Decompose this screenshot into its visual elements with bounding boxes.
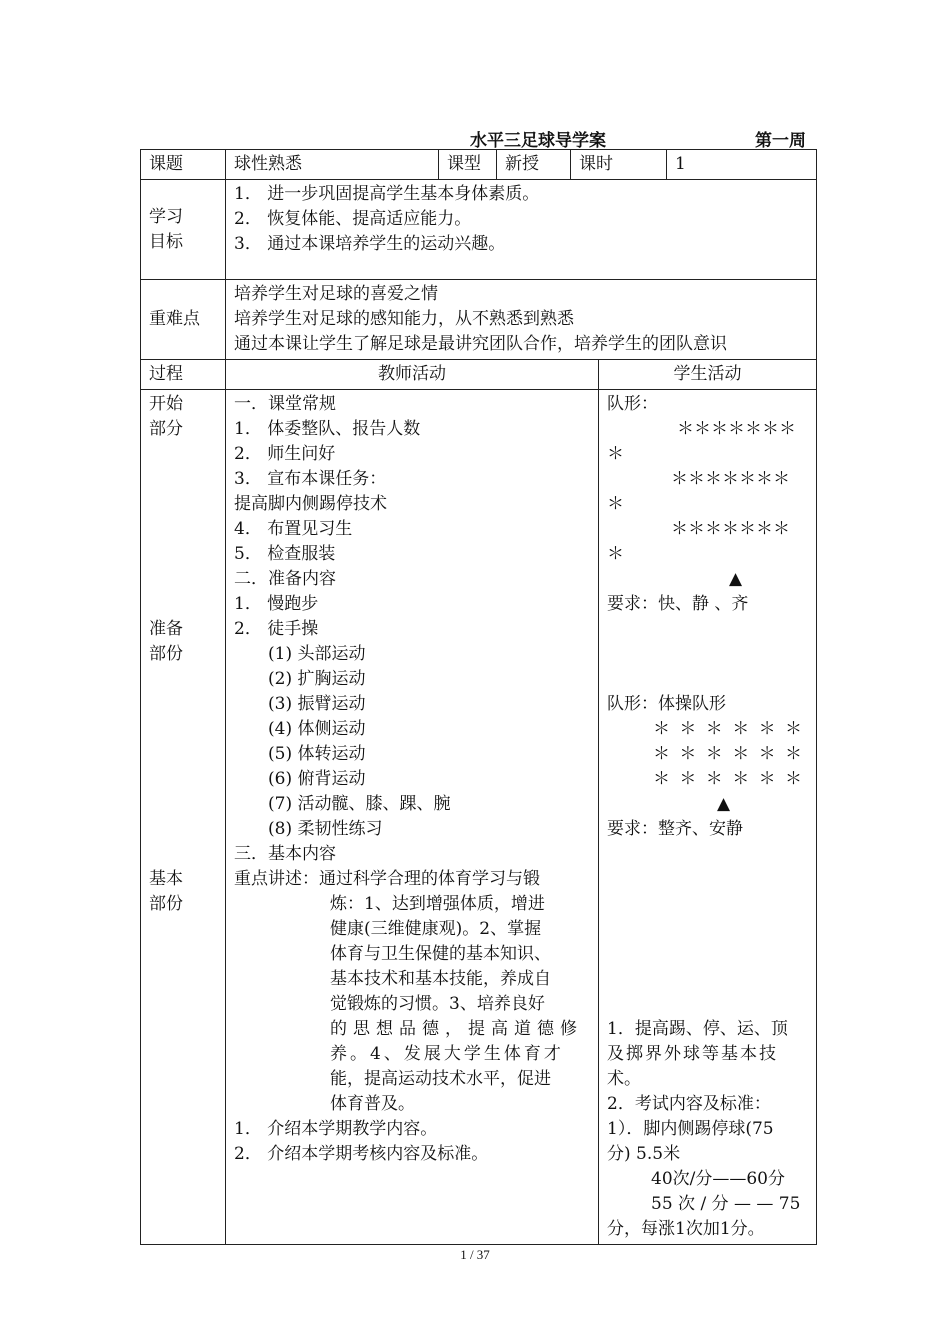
basic-label-2: 部份 [149,894,183,914]
score-line: 分，每涨1次加1分。 [607,1219,765,1239]
week-label: 第一周 [755,131,806,151]
exam-item-2: 分) 5.5米 [607,1144,681,1164]
teacher-line: 2． 师生问好 [234,444,336,464]
objectives-content [226,180,817,280]
teacher-marker: ▲ [717,794,731,814]
objective-item: 2． 恢复体能、提高适应能力。 [234,209,472,229]
teacher-marker: ▲ [729,569,743,589]
process-header: 过程 [141,360,226,390]
formation-overflow: ＊ [607,494,624,514]
formation-label: 队形： [607,394,658,414]
lesson-plan-table [140,149,817,1245]
objectives-label-line-2: 目标 [149,231,183,252]
focus-line: 能，提高运动技术水平，促进 [330,1069,551,1089]
gym-formation-row: ＊ ＊ ＊ ＊ ＊ ＊ [653,744,805,764]
focus-paragraph [234,892,590,1117]
student-header: 学生活动 [599,360,817,390]
objective-item: 1． 进一步巩固提高学生基本身体素质。 [234,184,540,204]
type-label: 课型 [439,150,497,180]
formation-overflow: ＊ [607,444,624,464]
start-label-1: 开始 [149,394,183,414]
difficulty-label: 重难点 [141,280,226,360]
gym-formation-row: ＊ ＊ ＊ ＊ ＊ ＊ [653,719,805,739]
objectives-label [141,180,226,280]
focus-line: 体育普及。 [330,1094,415,1114]
process-labels [141,390,226,1245]
exercise-item: (2) 扩胸运动 [268,669,366,689]
type-value: 新授 [497,150,571,180]
exam-label: 2．考试内容及标准： [607,1094,771,1114]
hours-value: 1 [667,150,817,180]
exercise-item: (7) 活动髋、膝、踝、腕 [268,794,451,814]
hours-label: 课时 [571,150,667,180]
student-activities [599,390,817,1245]
focus-label: 重点讲述： [234,869,319,889]
exercise-item: (5) 体转运动 [268,744,366,764]
score-line: 55 次 / 分 — — 75 [651,1194,801,1214]
objective-item: 3． 通过本课培养学生的运动兴趣。 [234,234,506,254]
basic-label-1: 基本 [149,869,183,889]
teacher-line: 一．课堂常规 [234,394,336,414]
teacher-activities [226,390,599,1245]
teacher-line: 提高脚内侧踢停技术 [234,494,387,514]
focus-line: 养。4、发展大学生体育才 [330,1044,564,1064]
score-line: 40次/分——60分 [651,1169,785,1189]
teacher-line: 4． 布置见习生 [234,519,353,539]
requirement-2: 要求：整齐、安静 [607,819,743,839]
exercise-item: (3) 振臂运动 [268,694,366,714]
teacher-line: 2． 介绍本学期考核内容及标准。 [234,1144,489,1164]
exercise-item: (1) 头部运动 [268,644,366,664]
teacher-line: 1． 体委整队、报告人数 [234,419,421,439]
teacher-line: 二．准备内容 [234,569,336,589]
topic-label: 课题 [141,150,226,180]
objectives-label-line-1: 学习 [149,206,183,227]
difficulty-item: 培养学生对足球的感知能力，从不熟悉到熟悉 [234,309,574,329]
skills-line: 术。 [607,1069,641,1089]
focus-line: 体育与卫生保健的基本知识、 [330,944,551,964]
difficulty-item: 通过本课让学生了解足球是最讲究团队合作，培养学生的团队意识 [234,334,727,354]
teacher-line: 三．基本内容 [234,844,336,864]
focus-first-line [234,867,590,892]
objectives-row [141,180,817,280]
focus-line: 炼：1、达到增强体质，增进 [330,894,545,914]
exercise-item: (8) 柔韧性练习 [268,819,383,839]
formation-row: ＊＊＊＊＊＊＊ [677,419,796,439]
requirement-1: 要求：快、静 、齐 [607,594,749,614]
column-header-row [141,360,817,390]
focus-text: 通过科学合理的体育学习与锻 [319,869,540,889]
difficulty-content [226,280,817,360]
start-label-2: 部分 [149,419,183,439]
teacher-line: 3． 宣布本课任务： [234,469,387,489]
formation-overflow: ＊ [607,544,624,564]
teacher-line: 5． 检查服装 [234,544,336,564]
teacher-line: 1． 介绍本学期教学内容。 [234,1119,438,1139]
teacher-header: 教师活动 [226,360,599,390]
exercise-item: (4) 体侧运动 [268,719,366,739]
topic-value: 球性熟悉 [226,150,439,180]
focus-line: 健康(三维健康观)。2、掌握 [330,919,542,939]
prep-label-2: 部份 [149,644,183,664]
formation2-label: 队形：体操队形 [607,694,726,714]
focus-line: 基本技术和基本技能，养成自 [330,969,551,989]
difficulty-row [141,280,817,360]
activity-row [141,390,817,1245]
formation-row: ＊＊＊＊＊＊＊ [671,519,790,539]
page-number: 1 / 37 [460,1247,490,1262]
skills-line: 及掷界外球等基本技 [607,1044,778,1064]
info-row [141,150,817,180]
teacher-line: 1． 慢跑步 [234,594,319,614]
difficulty-item: 培养学生对足球的喜爱之情 [234,284,438,304]
exercise-item: (6) 俯背运动 [268,769,366,789]
focus-line: 的思想品德，提高道德修 [330,1019,583,1039]
gym-formation-row: ＊ ＊ ＊ ＊ ＊ ＊ [653,769,805,789]
prep-label-1: 准备 [149,619,183,639]
page-header [140,124,816,150]
exam-item: 1）．脚内侧踢停球(75 [607,1119,774,1139]
skills-line: 1．提高踢、停、运、顶 [607,1019,788,1039]
focus-line: 觉锻炼的习惯。3、培养良好 [330,994,545,1014]
teacher-line: 2． 徒手操 [234,619,319,639]
document-title: 水平三足球导学案 [470,131,606,151]
formation-row: ＊＊＊＊＊＊＊ [671,469,790,489]
